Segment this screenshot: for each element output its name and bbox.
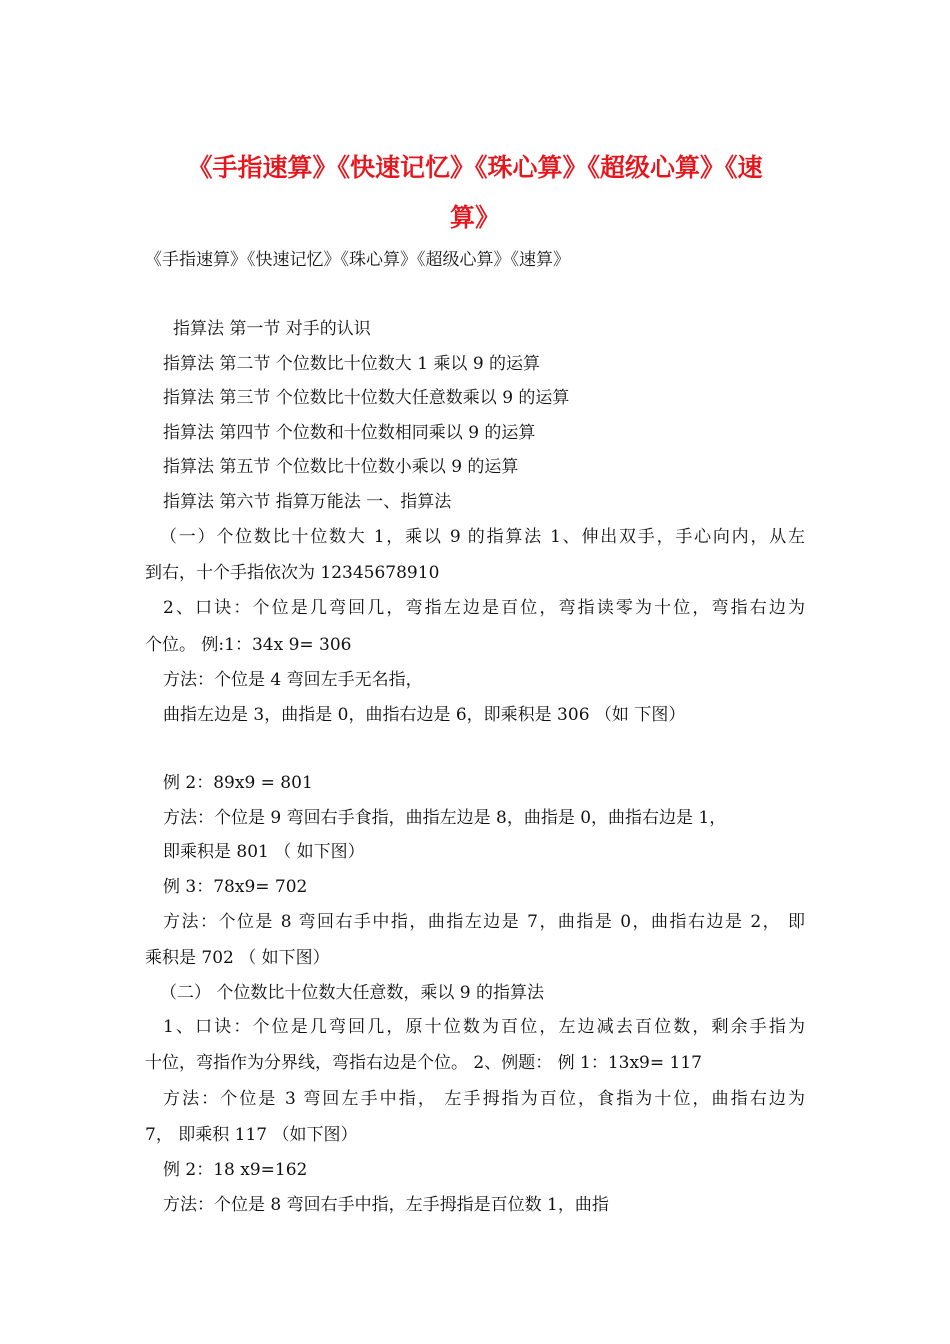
body-line: 方法：个位是 3 弯回左手中指， 左手拇指为百位，食指为十位，曲指右边为 — [163, 1089, 805, 1109]
document-title-line-1: 《手指速算》《快速记忆》《珠心算》《超级心算》《速 — [187, 153, 763, 182]
document-subtitle: 《手指速算》《快速记忆》《珠心算》《超级心算》《速算》 — [145, 250, 570, 270]
body-line: 指算法 第五节 个位数比十位数小乘以 9 的运算 — [163, 457, 519, 477]
body-line: 指算法 第四节 个位数和十位数相同乘以 9 的运算 — [163, 423, 536, 443]
body-line: 个位。 例:1：34x 9= 306 — [145, 635, 352, 655]
body-line: 十位，弯指作为分界线，弯指右边是个位。 2、例题： 例 1：13x9= 117 — [145, 1053, 702, 1073]
document-title-line-2: 算》 — [449, 203, 500, 232]
body-line: 曲指左边是 3，曲指是 0，曲指右边是 6，即乘积是 306 （如 下图） — [163, 705, 686, 725]
body-line: 7， 即乘积 117 （如下图） — [145, 1125, 358, 1145]
body-line: 例 3：78x9= 702 — [163, 877, 308, 897]
body-line: 例 2：89x9 = 801 — [163, 773, 313, 793]
body-line: 指算法 第一节 对手的认识 — [173, 319, 371, 339]
body-line: 例 2：18 x9=162 — [163, 1160, 308, 1180]
body-line: 方法：个位是 8 弯回右手中指，曲指左边是 7，曲指是 0，曲指右边是 2， 即 — [163, 912, 805, 932]
body-line: 1、口诀：个位是几弯回几，原十位数为百位，左边减去百位数，剩余手指为 — [163, 1017, 805, 1037]
body-line: 指算法 第三节 个位数比十位数大任意数乘以 9 的运算 — [163, 388, 570, 408]
body-line: 乘积是 702 （ 如下图） — [145, 948, 330, 968]
body-line: 方法：个位是 9 弯回右手食指，曲指左边是 8，曲指是 0，曲指右边是 1， — [163, 808, 727, 828]
body-line: 方法：个位是 4 弯回左手无名指， — [163, 670, 423, 690]
body-line: 方法：个位是 8 弯回右手中指，左手拇指是百位数 1，曲指 — [163, 1195, 609, 1215]
body-line: 2、口诀：个位是几弯回几，弯指左边是百位，弯指读零为十位，弯指右边为 — [163, 598, 805, 618]
body-line: 指算法 第二节 个位数比十位数大 1 乘以 9 的运算 — [163, 354, 541, 374]
body-line: 到右，十个手指依次为 12345678910 — [145, 563, 440, 583]
body-line: 即乘积是 801 （ 如下图） — [163, 842, 365, 862]
body-line: 指算法 第六节 指算万能法 一、指算法 — [163, 492, 452, 512]
body-line: （一）个位数比十位数大 1，乘以 9 的指算法 1、伸出双手，手心向内，从左 — [160, 527, 805, 547]
body-line: （二） 个位数比十位数大任意数，乘以 9 的指算法 — [160, 983, 545, 1003]
